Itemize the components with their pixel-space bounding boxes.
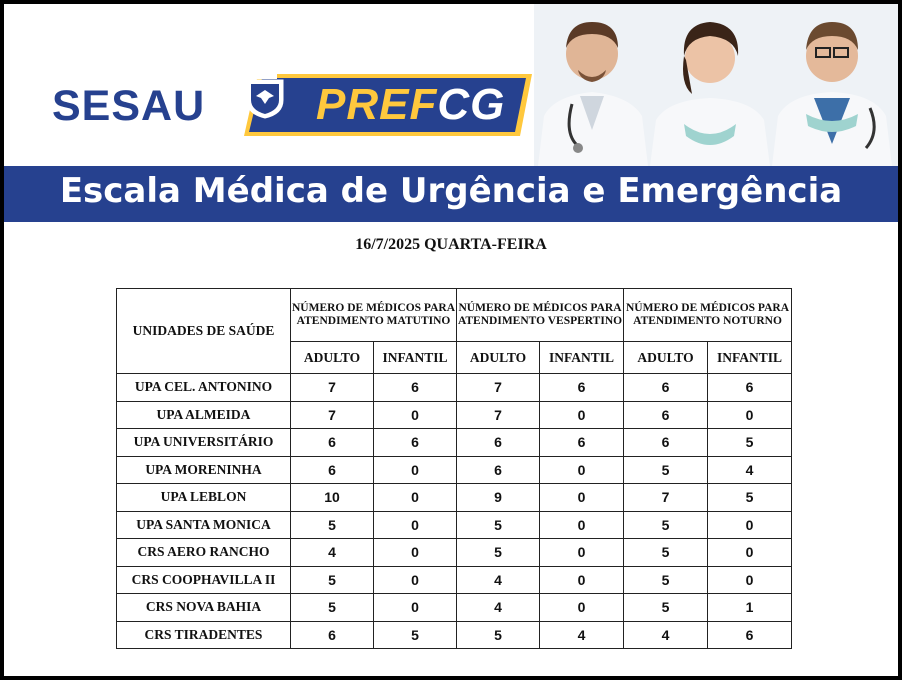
doctor-count: 0	[374, 566, 457, 594]
doctor-count: 5	[624, 566, 708, 594]
doctor-count: 0	[540, 401, 624, 429]
doctors-photo	[534, 4, 898, 166]
period-header-noturno: NÚMERO DE MÉDICOS PARA ATENDIMENTO NOTURNO	[624, 289, 792, 342]
page-title: Escala Médica de Urgência e Emergência	[59, 171, 843, 211]
unit-name: UPA SANTA MONICA	[117, 511, 291, 539]
period-header-vespertino: NÚMERO DE MÉDICOS PARA ATENDIMENTO VESPERTINO	[457, 289, 624, 342]
schedule-table	[116, 288, 792, 649]
doctor-count: 0	[540, 511, 624, 539]
table-row	[117, 621, 792, 649]
doctor-count: 4	[457, 594, 540, 622]
unit-name: CRS NOVA BAHIA	[117, 594, 291, 622]
unit-name: CRS COOPHAVILLA II	[117, 566, 291, 594]
unit-name: UPA ALMEIDA	[117, 401, 291, 429]
doctor-count: 6	[624, 374, 708, 402]
doctor-count: 6	[708, 374, 792, 402]
doctor-count: 10	[291, 484, 374, 512]
doctor-count: 6	[291, 456, 374, 484]
doctor-count: 0	[708, 566, 792, 594]
subheader-infantil: INFANTIL	[540, 342, 624, 374]
doctor-count: 0	[540, 456, 624, 484]
doctor-count: 6	[624, 429, 708, 457]
sesau-logo: SESAU	[52, 82, 206, 130]
city-crest-icon	[244, 74, 286, 120]
doctor-count: 5	[624, 539, 708, 567]
doctor-count: 7	[624, 484, 708, 512]
doctor-count: 6	[457, 456, 540, 484]
doctor-count: 6	[540, 374, 624, 402]
doctor-count: 4	[540, 621, 624, 649]
doctor-count: 0	[374, 401, 457, 429]
doctor-count: 5	[624, 511, 708, 539]
doctor-count: 0	[540, 566, 624, 594]
header	[4, 4, 898, 166]
doctor-count: 4	[624, 621, 708, 649]
unit-name: CRS AERO RANCHO	[117, 539, 291, 567]
subheader-infantil: INFANTIL	[374, 342, 457, 374]
subheader-infantil: INFANTIL	[708, 342, 792, 374]
subheader-adulto: ADULTO	[291, 342, 374, 374]
doctor-count: 4	[457, 566, 540, 594]
table-row	[117, 401, 792, 429]
doctor-count: 5	[457, 621, 540, 649]
doctor-count: 0	[708, 511, 792, 539]
doctor-count: 5	[457, 539, 540, 567]
period-header-matutino: NÚMERO DE MÉDICOS PARA ATENDIMENTO MATUTINO	[291, 289, 457, 342]
prefcg-text: PREFCG	[316, 80, 506, 129]
unit-name: UPA MORENINHA	[117, 456, 291, 484]
doctor-count: 5	[708, 429, 792, 457]
doctor-count: 6	[540, 429, 624, 457]
doctor-count: 5	[708, 484, 792, 512]
doctor-count: 0	[540, 484, 624, 512]
title-banner	[4, 166, 898, 222]
doctor-count: 6	[374, 374, 457, 402]
doctor-count: 0	[540, 594, 624, 622]
schedule-date: 16/7/2025 QUARTA-FEIRA	[355, 236, 547, 253]
doctor-count: 6	[291, 621, 374, 649]
doctor-count: 0	[374, 594, 457, 622]
table-row	[117, 566, 792, 594]
doctor-count: 5	[374, 621, 457, 649]
units-column-header: UNIDADES DE SAÚDE	[117, 289, 291, 374]
doctor-count: 0	[374, 484, 457, 512]
doctor-count: 7	[457, 401, 540, 429]
document-frame	[4, 4, 898, 676]
doctor-count: 0	[374, 456, 457, 484]
table-row	[117, 511, 792, 539]
table-row	[117, 456, 792, 484]
doctor-count: 0	[374, 511, 457, 539]
doctor-count: 5	[291, 594, 374, 622]
doctor-count: 0	[708, 539, 792, 567]
doctor-count: 5	[624, 456, 708, 484]
doctor-count: 6	[708, 621, 792, 649]
doctor-count: 0	[708, 401, 792, 429]
unit-name: UPA UNIVERSITÁRIO	[117, 429, 291, 457]
subheader-adulto: ADULTO	[624, 342, 708, 374]
doctor-count: 6	[374, 429, 457, 457]
doctor-count: 7	[457, 374, 540, 402]
doctor-count: 9	[457, 484, 540, 512]
doctor-count: 4	[291, 539, 374, 567]
doctor-count: 5	[291, 566, 374, 594]
unit-name: UPA LEBLON	[117, 484, 291, 512]
doctor-count: 5	[624, 594, 708, 622]
doctor-count: 0	[540, 539, 624, 567]
table-row	[117, 484, 792, 512]
table-row	[117, 429, 792, 457]
doctor-count: 6	[291, 429, 374, 457]
doctor-count: 7	[291, 401, 374, 429]
doctor-count: 6	[624, 401, 708, 429]
prefcg-logo	[244, 74, 532, 136]
subheader-adulto: ADULTO	[457, 342, 540, 374]
schedule-table-body	[117, 374, 792, 649]
doctor-count: 5	[457, 511, 540, 539]
doctor-count: 5	[291, 511, 374, 539]
table-row	[117, 594, 792, 622]
doctor-count: 6	[457, 429, 540, 457]
doctor-count: 7	[291, 374, 374, 402]
doctor-count: 0	[374, 539, 457, 567]
table-row	[117, 539, 792, 567]
table-row	[117, 374, 792, 402]
doctor-count: 1	[708, 594, 792, 622]
doctor-count: 4	[708, 456, 792, 484]
unit-name: CRS TIRADENTES	[117, 621, 291, 649]
unit-name: UPA CEL. ANTONINO	[117, 374, 291, 402]
